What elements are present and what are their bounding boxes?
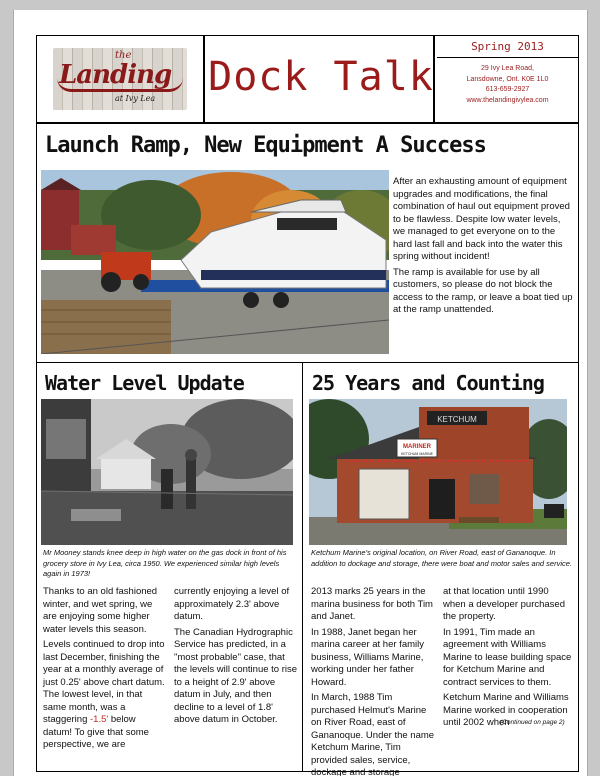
- paragraph: 2013 marks 25 years in the marina business for both Tim and Janet.: [311, 586, 433, 622]
- title-cell: [207, 36, 435, 122]
- article3-col1: [311, 586, 437, 776]
- boat-launch-photo: [41, 170, 389, 354]
- mariner-sign-text: MARINER: [403, 444, 431, 450]
- article2-caption: Mr Mooney stands knee deep in high water on the gas dock in front of his grocery store in Ivy Lea, circa 1950. We experienced similar high levels again in 1973!: [43, 548, 287, 578]
- paragraph: In 1988, Janet began her marina career at her family business, Williams Marine, working under her father Howard.: [311, 626, 424, 688]
- newsletter-frame: [36, 35, 579, 776]
- section-divider: [37, 362, 578, 363]
- article3-headline: 25 Years and Counting: [312, 371, 544, 395]
- paragraph: In 1991, Tim made an agreement with Williams Marine to lease building space for Ketchum Marine and contract services to them.: [443, 626, 572, 688]
- paragraph: currently enjoying a level of approximately 2.3' above datum.: [174, 586, 290, 622]
- text-run: Levels continued to drop into last December, finishing the year at a monthly average of just 0.25' above chart datum. The lowest level, in that same month, was a staggering: [43, 639, 165, 725]
- logo-name: Landing: [59, 60, 172, 90]
- newsletter-title: Dock Talk: [208, 54, 434, 100]
- masthead: [37, 36, 578, 124]
- info-cell: [437, 36, 578, 122]
- column-divider: [302, 362, 303, 772]
- article1-body: [393, 176, 573, 320]
- continued-note[interactable]: (Continued on page 2): [500, 719, 565, 726]
- paragraph: The Canadian Hydrographic Service has predicted, in a "most probable" case, that the levels will continue to rise to a height of 2.9' above datum in July, and then decline to a level of 1.8' above datum in October.: [174, 626, 298, 725]
- article2-col2: [174, 586, 298, 730]
- phone-line: 613-659-2927: [485, 86, 530, 93]
- landing-logo: [53, 48, 187, 110]
- website-link[interactable]: www.thelandingivylea.com: [466, 96, 549, 104]
- paragraph: After an exhausting amount of equipment upgrades and modifications, the final combination of haul out equipment proved to be flawless. Despite low water levels, we managed to get everyone on to the hard last fall and back into the water this spring without incident!: [393, 176, 570, 262]
- address-line: Lansdowne, Ont. K0E 1L0: [466, 75, 549, 83]
- issue-season: Spring 2013: [437, 36, 578, 58]
- ketchum-sign-text: KETCHUM MARINE: [401, 452, 433, 456]
- newsletter-page: [13, 10, 588, 776]
- paragraph: Thanks to an old fashioned winter, and wet spring, we are enjoying some higher water levels this season.: [43, 586, 158, 635]
- text-run: below datum! To give that some perspective, we are: [43, 714, 149, 750]
- paragraph: Ketchum Marine and Williams Marine worked in cooperation until 2002 when: [443, 692, 569, 728]
- logo-the: the: [115, 50, 132, 61]
- paragraph: The ramp is available for use by all customers, so please do not block the access to the ramp, or leave a boat tied up at the ramp unattended.: [393, 266, 573, 315]
- ketchum-marine-photo: [309, 399, 567, 545]
- paragraph: at that location until 1990 when a developer purchased the property.: [443, 586, 566, 622]
- article3-col2: [443, 586, 573, 733]
- address-line: 29 Ivy Lea Road,: [481, 65, 534, 72]
- address-block: [437, 64, 578, 106]
- paragraph: [43, 639, 167, 752]
- article1-headline: Launch Ramp, New Equipment A Success: [45, 133, 486, 158]
- low-water-highlight: -1.5': [90, 714, 109, 725]
- article2-col1: [43, 586, 167, 755]
- roof-sign-text: KETCHUM: [437, 415, 477, 424]
- article3-caption: Ketchum Marine's original location, on River Road, east of Gananoque. In addition to dockage and storage, there were boat and motor sales and service.: [311, 548, 572, 568]
- article2-headline: Water Level Update: [45, 371, 244, 395]
- paragraph: In March, 1988 Tim purchased Helmut's Marine on River Road, east of Gananoque. Under the name Ketchum Marine, Tim provided sales, service, dockage and storage: [311, 692, 435, 776]
- logo-sub: at Ivy Lea: [115, 94, 156, 103]
- logo-cell: [37, 36, 205, 122]
- mooney-historic-photo: [41, 399, 293, 545]
